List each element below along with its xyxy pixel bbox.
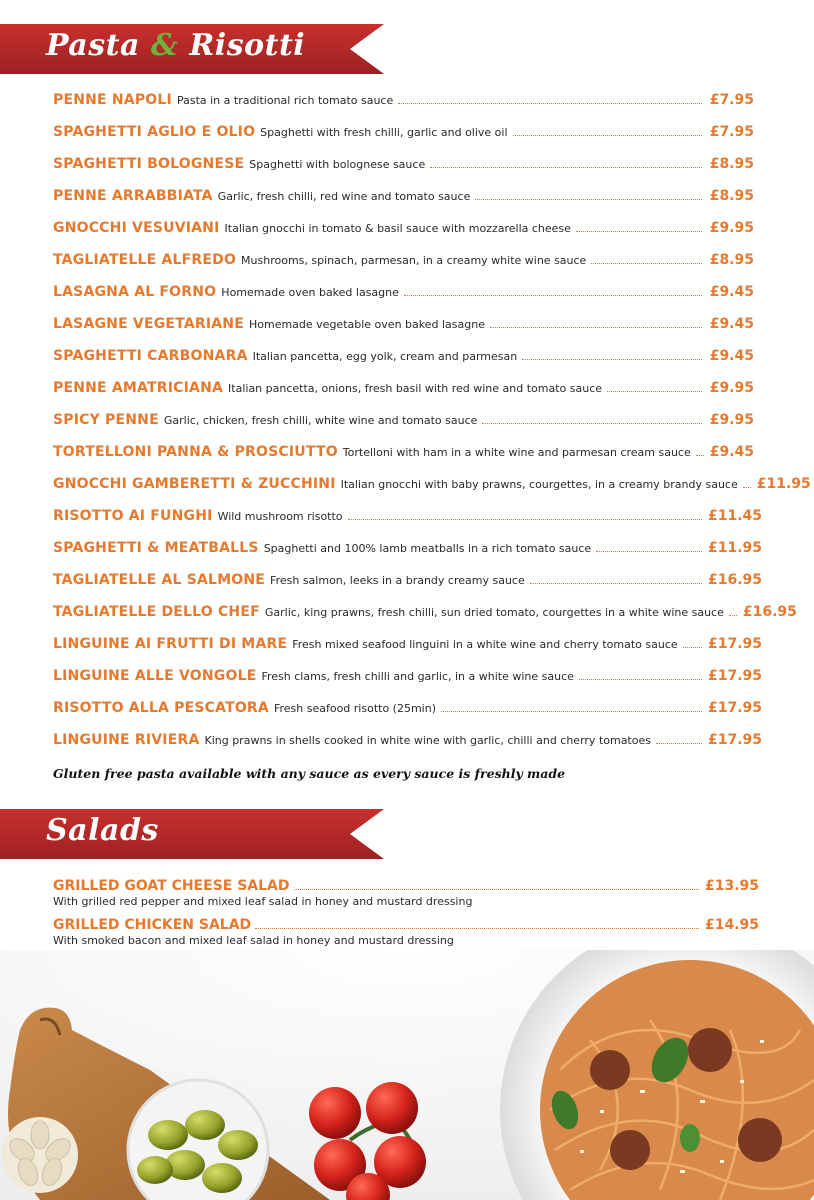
dot-leader — [607, 391, 702, 392]
item-name: LASAGNE VEGETARIANE — [53, 316, 244, 332]
item-description: With smoked bacon and mixed leaf salad in honey and mustard dressing — [53, 934, 454, 947]
item-description: Fresh mixed seafood linguini in a white wine and cherry tomato sauce — [292, 638, 678, 651]
menu-item — [53, 316, 754, 338]
item-name: PENNE ARRABBIATA — [53, 188, 213, 204]
item-price: £16.95 — [742, 604, 797, 620]
item-description: Garlic, king prawns, fresh chilli, sun dried tomato, courgettes in a white wine sauce — [264, 606, 724, 619]
dot-leader — [591, 263, 702, 264]
menu-item — [53, 700, 763, 722]
salad-item — [53, 878, 759, 908]
menu-item — [53, 732, 763, 754]
item-description: Spaghetti and 100% lamb meatballs in a rich tomato sauce — [263, 542, 592, 555]
menu-item — [53, 668, 763, 690]
menu-item — [53, 636, 763, 658]
item-name: SPICY PENNE — [53, 412, 159, 428]
item-description: Fresh clams, fresh chilli and garlic, in a white wine sauce — [261, 670, 574, 683]
item-price: £8.95 — [709, 156, 754, 172]
item-price: £11.95 — [708, 540, 763, 556]
item-name: SPAGHETTI & MEATBALLS — [53, 540, 259, 556]
item-price: £7.95 — [709, 92, 754, 108]
item-price: £11.95 — [756, 476, 811, 492]
salads-section-title: Salads — [46, 813, 159, 848]
dot-leader — [579, 679, 702, 680]
item-description: Pasta in a traditional rich tomato sauce — [176, 94, 394, 107]
dot-leader — [522, 359, 702, 360]
item-name: LINGUINE ALLE VONGOLE — [53, 668, 257, 684]
menu-item — [53, 380, 754, 402]
item-price: £7.95 — [709, 124, 754, 140]
item-name: LASAGNA AL FORNO — [53, 284, 217, 300]
item-description: Homemade oven baked lasagne — [221, 286, 399, 299]
item-name: LINGUINE AI FRUTTI DI MARE — [53, 636, 288, 652]
item-description: Tortelloni with ham in a white wine and parmesan cream sauce — [342, 446, 691, 459]
item-description: King prawns in shells cooked in white wine with garlic, chilli and cherry tomatoes — [204, 734, 651, 747]
item-description: Italian gnocchi with baby prawns, courgettes, in a creamy brandy sauce — [340, 478, 738, 491]
menu-item — [53, 284, 754, 306]
item-name: LINGUINE RIVIERA — [53, 732, 200, 748]
item-price: £9.45 — [709, 316, 754, 332]
item-description: Mushrooms, spinach, parmesan, in a creamy white wine sauce — [241, 254, 587, 267]
item-price: £9.95 — [709, 412, 754, 428]
item-description: Garlic, fresh chilli, red wine and tomato sauce — [217, 190, 471, 203]
menu-item — [53, 540, 763, 562]
dot-leader — [530, 583, 702, 584]
menu-item — [53, 572, 763, 594]
menu-item — [53, 444, 754, 466]
dot-leader — [441, 711, 702, 712]
title-ampersand: & — [150, 28, 179, 63]
item-name: SPAGHETTI BOLOGNESE — [53, 156, 245, 172]
item-price: £8.95 — [709, 188, 754, 204]
dot-leader — [404, 295, 702, 296]
dot-leader — [255, 928, 699, 929]
dot-leader — [656, 743, 702, 744]
item-name: TAGLIATELLE DELLO CHEF — [53, 604, 260, 620]
menu-item — [53, 412, 754, 434]
menu-item — [53, 156, 754, 178]
dot-leader — [398, 103, 702, 104]
item-description: Spaghetti with bolognese sauce — [249, 158, 426, 171]
item-description: Italian pancetta, egg yolk, cream and parmesan — [252, 350, 518, 363]
dot-leader — [683, 647, 702, 648]
item-price: £9.45 — [709, 348, 754, 364]
item-name: GRILLED CHICKEN SALAD — [53, 917, 252, 933]
item-price: £17.95 — [708, 668, 763, 684]
item-description: Garlic, chicken, fresh chilli, white wine and tomato sauce — [163, 414, 478, 427]
salad-item — [53, 917, 759, 947]
item-price: £14.95 — [704, 917, 759, 933]
menu-item — [53, 92, 754, 114]
dot-leader — [743, 487, 751, 488]
item-name: SPAGHETTI AGLIO E OLIO — [53, 124, 256, 140]
title-part-2: Risotti — [178, 28, 306, 63]
item-description: Wild mushroom risotto — [217, 510, 343, 523]
dot-leader — [348, 519, 702, 520]
item-description: Fresh seafood risotto (25min) — [273, 702, 436, 715]
item-name: PENNE NAPOLI — [53, 92, 172, 108]
dot-leader — [696, 455, 704, 456]
dot-leader — [596, 551, 702, 552]
item-description: Italian gnocchi in tomato & basil sauce with mozzarella cheese — [224, 222, 571, 235]
item-name: RISOTTO AI FUNGHI — [53, 508, 213, 524]
dot-leader — [294, 889, 699, 890]
item-price: £8.95 — [709, 252, 754, 268]
item-name: RISOTTO ALLA PESCATORA — [53, 700, 269, 716]
item-name: TAGLIATELLE AL SALMONE — [53, 572, 266, 588]
pasta-section-title — [46, 28, 305, 63]
pasta-banner — [0, 24, 384, 74]
item-price: £17.95 — [708, 636, 763, 652]
item-price: £13.95 — [704, 878, 759, 894]
item-price: £17.95 — [708, 700, 763, 716]
item-name: GRILLED GOAT CHEESE SALAD — [53, 878, 290, 894]
item-name: GNOCCHI VESUVIANI — [53, 220, 220, 236]
item-price: £9.45 — [709, 444, 755, 460]
item-price: £16.95 — [708, 572, 763, 588]
item-description: Italian pancetta, onions, fresh basil with red wine and tomato sauce — [228, 382, 603, 395]
menu-item — [53, 124, 754, 146]
item-name: SPAGHETTI CARBONARA — [53, 348, 248, 364]
dot-leader — [576, 231, 702, 232]
item-name: TORTELLONI PANNA & PROSCIUTTO — [53, 444, 338, 460]
item-name: GNOCCHI GAMBERETTI & ZUCCHINI — [53, 476, 336, 492]
dot-leader — [490, 327, 702, 328]
item-price: £11.45 — [708, 508, 763, 524]
item-description: With grilled red pepper and mixed leaf salad in honey and mustard dressing — [53, 895, 473, 908]
food-photo — [0, 950, 814, 1200]
menu-item — [53, 508, 763, 530]
item-description: Homemade vegetable oven baked lasagne — [248, 318, 485, 331]
menu-item — [53, 348, 754, 370]
dot-leader — [430, 167, 702, 168]
item-price: £17.95 — [708, 732, 763, 748]
item-description: Spaghetti with fresh chilli, garlic and olive oil — [260, 126, 508, 139]
item-name: TAGLIATELLE ALFREDO — [53, 252, 237, 268]
title-part-1: Pasta — [46, 28, 151, 63]
item-name: PENNE AMATRICIANA — [53, 380, 224, 396]
dot-leader — [729, 615, 737, 616]
dot-leader — [482, 423, 702, 424]
salads-banner — [0, 809, 384, 859]
item-price: £9.95 — [709, 380, 754, 396]
menu-item — [53, 220, 754, 242]
menu-item — [53, 252, 754, 274]
dot-leader — [513, 135, 702, 136]
dot-leader — [475, 199, 702, 200]
menu-item — [53, 604, 797, 626]
item-price: £9.95 — [709, 220, 754, 236]
item-price: £9.45 — [709, 284, 754, 300]
gluten-free-note: Gluten free pasta available with any sauce as every sauce is freshly made — [53, 766, 566, 781]
menu-item — [53, 188, 754, 210]
item-description: Fresh salmon, leeks in a brandy creamy sauce — [270, 574, 525, 587]
menu-item — [53, 476, 811, 498]
